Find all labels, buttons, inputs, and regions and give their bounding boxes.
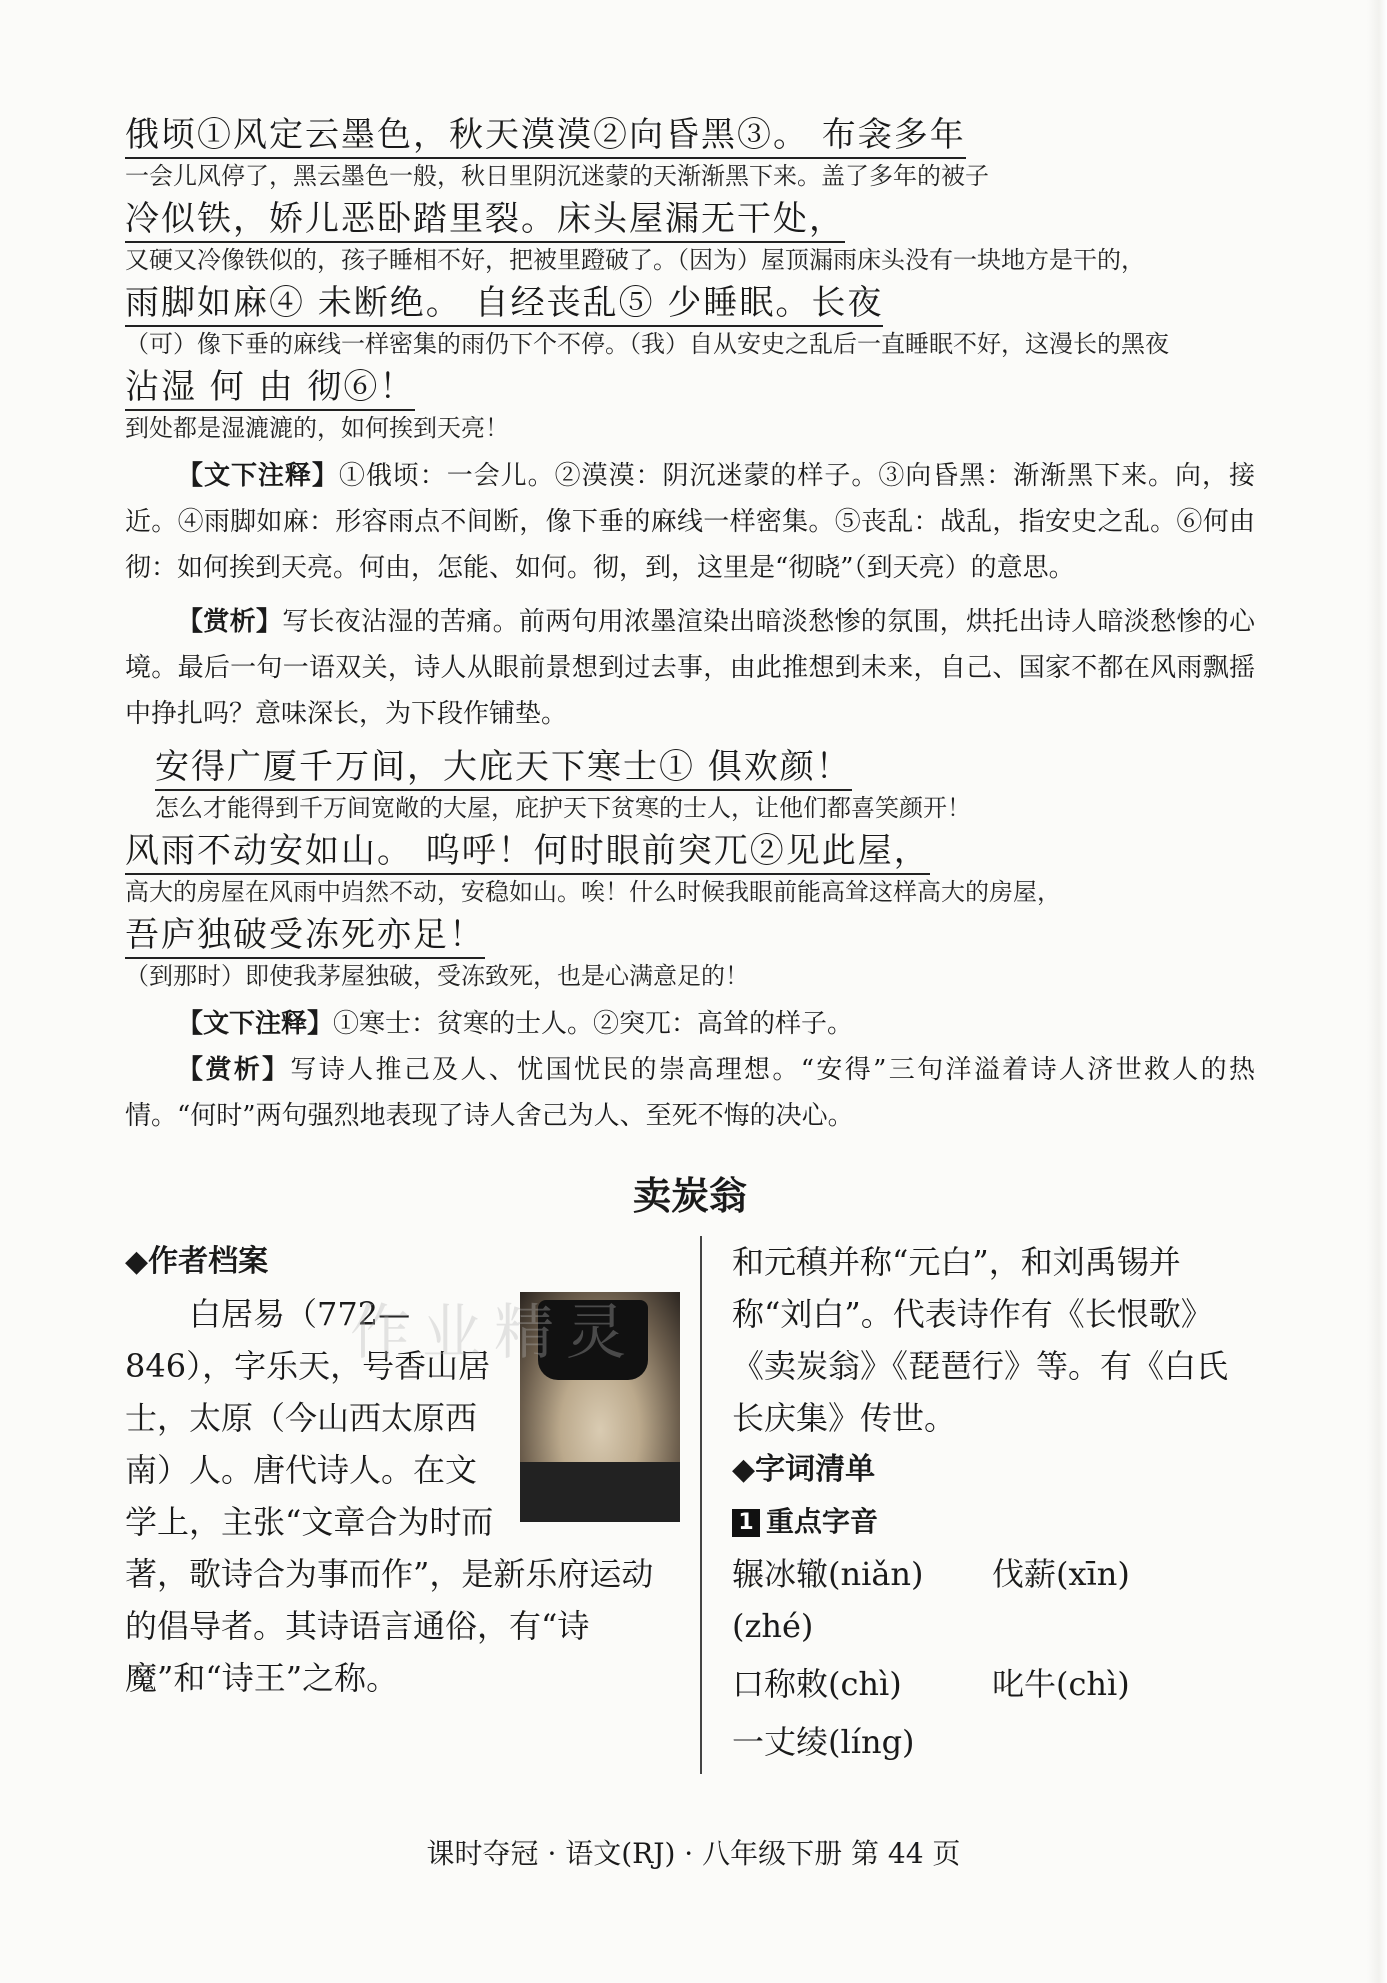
poem-text: 安得广厦千万间，大庇天下寒士① 俱欢颜！: [155, 747, 852, 791]
translation: 高大的房屋在风雨中岿然不动，安稳如山。唉！什么时候我眼前能高耸这样高大的房屋，: [125, 878, 1061, 906]
pronunciation-item: 叱牛(chì): [992, 1665, 1130, 1703]
pronunciation-item: 口称敕(chì): [732, 1665, 902, 1703]
pronunciation-item: 辗冰辙(niǎn)(zhé): [732, 1555, 924, 1645]
poem-line: [125, 831, 1255, 875]
two-column: [125, 1236, 1255, 1774]
poem-pair: [125, 115, 1255, 193]
translation: （可）像下垂的麻线一样密集的雨仍下个不停。（我）自从安史之乱后一直睡眠不好，这漫长的黑夜: [125, 330, 1169, 358]
poem-block-2: [125, 747, 1255, 825]
annotation-text: ①俄顷：一会儿。②漠漠：阴沉迷蒙的样子。③向昏黑：渐渐黑下来。向，接近。④雨脚如麻：形容雨点不间断，像下垂的麻线一样密集。⑤丧乱：战乱，指安史之乱。⑥何由彻：如何挨到天亮。何由，怎能、如何。彻，到，这里是“彻晓”（到天亮）的意思。: [125, 461, 1255, 583]
poem-line: [125, 283, 1255, 327]
watermark: 作业精灵: [350, 1298, 638, 1368]
translation: （到那时）即使我茅屋独破，受冻致死，也是心满意足的！: [125, 962, 749, 990]
translation: 一会儿风停了，黑云墨色一般，秋日里阴沉迷蒙的天渐渐黑下来。盖了多年的被子: [125, 162, 989, 190]
translation: 又硬又冷像铁似的，孩子睡相不好，把被里蹬破了。（因为）屋顶漏雨床头没有一块地方是干的，: [125, 246, 1145, 274]
poem-text: 雨脚如麻④ 未断绝。 自经丧乱⑤ 少睡眠。长夜: [125, 283, 883, 327]
poem-block-1: [125, 115, 1255, 445]
author-bio: 白居易（772—846），字乐天，号香山居士，太原（今山西太原西南）人。唐代诗人。在文学上，主张“文章合为时而著，歌诗合为事而作”，是新乐府运动的倡导者。其诗语言通俗，有“诗魔”和“诗王”之称。: [125, 1295, 654, 1697]
poem-pair: [125, 283, 1255, 361]
author-heading: ◆作者档案: [125, 1244, 269, 1279]
appreciation-tag: 【赏析】: [177, 607, 283, 637]
poem-pair: [125, 367, 1255, 445]
number-badge: 1: [732, 1509, 760, 1537]
poem-pair: [125, 199, 1255, 277]
content: [125, 115, 1255, 1774]
appreciation-tag: 【赏析】: [177, 1055, 291, 1085]
author-bio-continued: 和元稹并称“元白”，和刘禹锡并称“刘白”。代表诗作有《长恨歌》《卖炭翁》《琵琶行》等。有《白氏长庆集》传世。: [732, 1243, 1229, 1437]
poem-line: [125, 115, 1255, 159]
translation: 怎么才能得到千万间宽敞的大屋，庇护天下贫寒的士人，让他们都喜笑颜开！: [155, 794, 971, 822]
page-footer: 课时夺冠 · 语文(RJ) · 八年级下册 第 44 页: [426, 1837, 961, 1870]
pronunciation-item: 一丈绫(líng): [732, 1723, 915, 1761]
appreciation-1: [125, 599, 1255, 737]
pronunciation-item: 伐薪(xīn): [992, 1555, 1130, 1593]
portrait-robe: [520, 1462, 680, 1522]
vocab-column: [702, 1236, 1252, 1774]
poem-text: 风雨不动安如山。 呜呼！何时眼前突兀②见此屋，: [125, 831, 930, 875]
poem-line: [155, 747, 1255, 791]
poem-line: [125, 367, 1255, 411]
poem-text: 沾湿 何 由 彻⑥！: [125, 367, 415, 411]
annotation-tag: 【文下注释】: [177, 1009, 334, 1039]
poem-pair: [155, 747, 1255, 825]
translation: 到处都是湿漉漉的，如何挨到天亮！: [125, 414, 509, 442]
annotation-tag: 【文下注释】: [177, 461, 339, 491]
appreciation-text: 写诗人推己及人、忧国忧民的崇高理想。“安得”三句洋溢着诗人济世救人的热情。“何时”两句强烈地表现了诗人舍己为人、至死不悔的决心。: [125, 1055, 1255, 1131]
annotation-text: ①寒士：贫寒的士人。②突兀：高耸的样子。: [333, 1009, 854, 1039]
poem-text: 俄顷①风定云墨色，秋天漠漠②向昏黑③。 布衾多年: [125, 115, 966, 159]
pronunciation-list: [732, 1548, 1252, 1774]
poem-text: 吾庐独破受冻死亦足！: [125, 915, 485, 959]
vocab-subheading: [732, 1496, 1252, 1548]
poem-text: 冷似铁，娇儿恶卧踏里裂。床头屋漏无干处，: [125, 199, 845, 243]
appreciation-2: [125, 1047, 1255, 1139]
poem-pair: [125, 831, 1255, 909]
appreciation-text: 写长夜沾湿的苦痛。前两句用浓墨渲染出暗淡愁惨的氛围，烘托出诗人暗淡愁惨的心境。最后一句一语双关，诗人从眼前景想到过去事，由此推想到未来，自己、国家不都在风雨飘摇中挣扎吗？意味深长，为下段作铺垫。: [125, 607, 1255, 729]
annotation-1: [125, 453, 1255, 591]
poem-block-2b: [125, 831, 1255, 993]
section-title: 卖炭翁: [632, 1174, 747, 1218]
torn-edge: [1367, 0, 1387, 1983]
vocab-subheading-text: 重点字音: [766, 1505, 879, 1538]
poem-pair: [125, 915, 1255, 993]
poem-line: [125, 915, 1255, 959]
vocab-heading: ◆字词清单: [732, 1452, 876, 1487]
poem-line: [125, 199, 1255, 243]
annotation-2: [125, 1001, 1255, 1047]
